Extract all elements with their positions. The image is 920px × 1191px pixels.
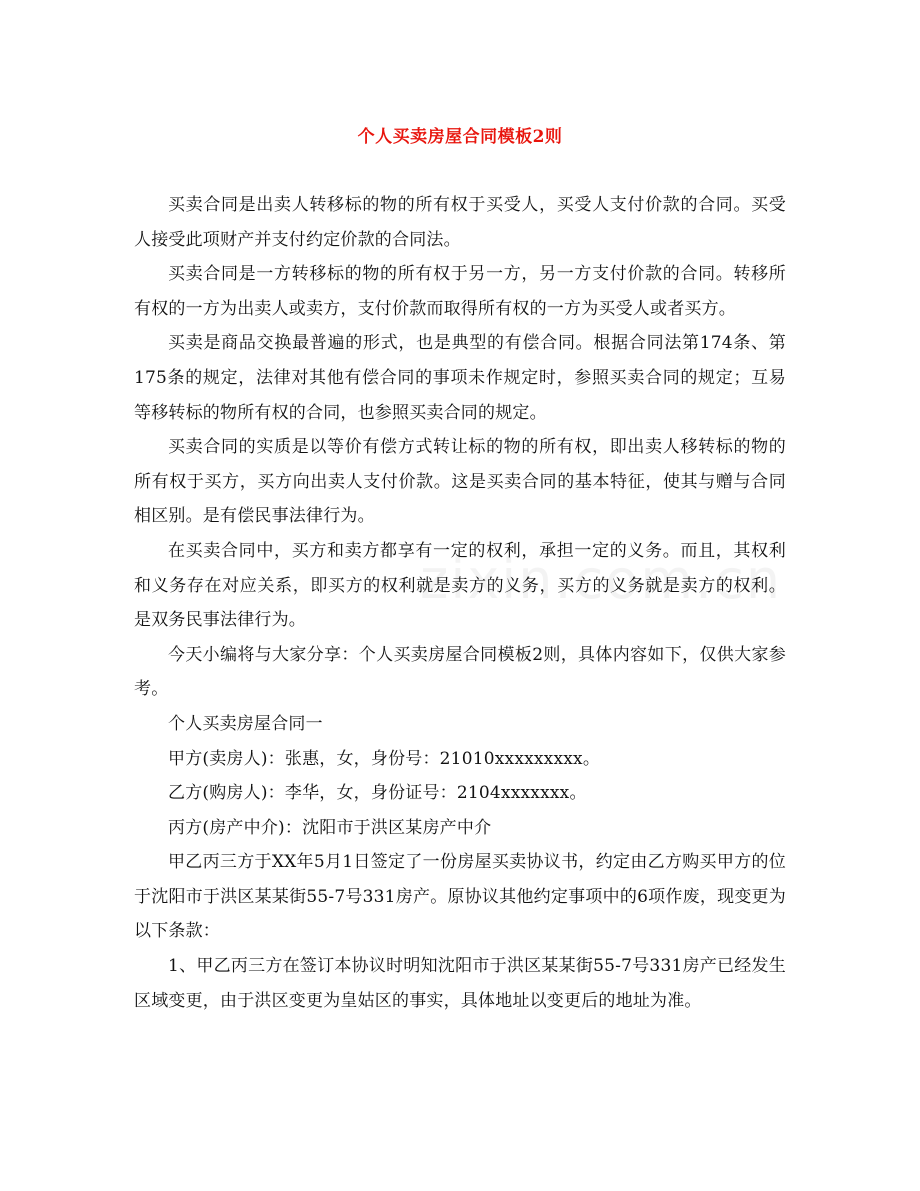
paragraph-5: 在买卖合同中，买方和卖方都享有一定的权利，承担一定的义务。而且，其权利和义务存在对应关系，即买方的权利就是卖方的义务，买方的义务就是卖方的权利。是双务民事法律行为。 — [134, 540, 786, 631]
agreement-paragraph: 甲乙丙三方于XX年5月1日签定了一份房屋买卖协议书，约定由乙方购买甲方的位于沈阳市于洪区某某街55-7号331房产。原协议其他约定事项中的6项作废，现变更为以下条款： — [134, 852, 786, 942]
party-c-line: 丙方(房产中介)：沈阳市于洪区某房产中介 — [168, 817, 492, 838]
paragraph-3: 买卖是商品交换最普遍的形式，也是典型的有偿合同。根据合同法第174条、第175条的规定，法律对其他有偿合同的事项未作规定时，参照买卖合同的规定；互易等移转标的物所有权的合同，也参照买卖合同的规定。 — [134, 333, 786, 423]
party-a-line: 甲方(卖房人)：张惠，女，身份号：21010xxxxxxxxx。 — [168, 748, 601, 769]
paragraph-1: 买卖合同是出卖人转移标的物的所有权于买受人，买受人支付价款的合同。买受人接受此项财产并支付约定价款的合同法。 — [134, 195, 786, 250]
paragraph-4: 买卖合同的实质是以等价有偿方式转让标的物的所有权，即出卖人移转标的物的所有权于买方，买方向出卖人支付价款。这是买卖合同的基本特征，使其与赠与合同相区别。是有偿民事法律行为。 — [134, 437, 786, 527]
paragraph-2: 买卖合同是一方转移标的物的所有权于另一方，另一方支付价款的合同。转移所有权的一方为出卖人或卖方，支付价款而取得所有权的一方为买受人或者买方。 — [134, 264, 786, 319]
paragraph-6: 今天小编将与大家分享：个人买卖房屋合同模板2则，具体内容如下，仅供大家参考。 — [134, 644, 786, 700]
document-body — [134, 188, 786, 1018]
clause-1: 1、甲乙丙三方在签订本协议时明知沈阳市于洪区某某街55-7号331房产已经发生区域变更，由于洪区变更为皇姑区的事实，具体地址以变更后的地址为准。 — [134, 956, 786, 1011]
section-heading-contract-one: 个人买卖房屋合同一 — [168, 713, 323, 734]
party-b-line: 乙方(购房人)：李华，女，身份证号：2104xxxxxxx。 — [168, 783, 587, 804]
document-title: 个人买卖房屋合同模板2则 — [357, 127, 563, 147]
